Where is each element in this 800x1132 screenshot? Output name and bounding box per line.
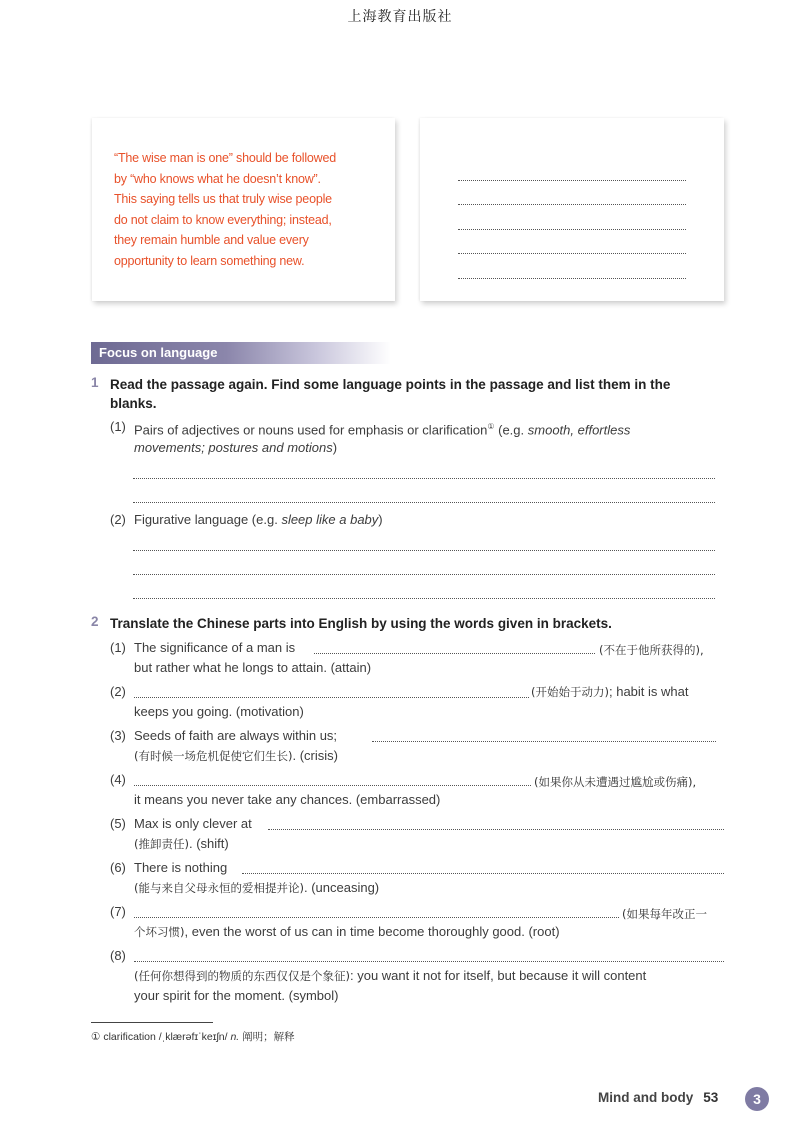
answer-blank[interactable] — [458, 205, 686, 230]
item-text — [134, 746, 338, 766]
answer-line[interactable] — [133, 550, 715, 551]
item-text: keeps you going. (motivation) — [134, 704, 304, 719]
answer-blank[interactable] — [134, 917, 619, 918]
item-text: it means you never take any chances. (embarrassed) — [134, 792, 441, 807]
example-line: by “who knows what he doesn’t know”. — [114, 171, 321, 186]
item-text — [134, 878, 379, 898]
item-text-part: . (crisis) — [292, 748, 338, 763]
item-text-part: . (unceasing) — [303, 880, 380, 895]
page-footer — [598, 1090, 718, 1105]
answer-blank[interactable] — [134, 961, 724, 962]
example-italic: sleep like a baby — [281, 512, 379, 527]
item-text — [531, 682, 688, 702]
publisher-header: 上海教育出版社 — [347, 9, 453, 25]
question-number: 1 — [91, 375, 99, 390]
footnote-mark: ① — [91, 1031, 101, 1043]
item-text: your spirit for the moment. (symbol) — [134, 988, 339, 1003]
footnote-pos: n. — [230, 1031, 240, 1043]
item-number: (5) — [110, 816, 126, 831]
answer-blank[interactable] — [458, 254, 686, 279]
chinese-prompt: (任何你想得到的物质的东西仅仅是个象征) — [134, 969, 350, 983]
footnote-divider — [91, 1022, 213, 1023]
question-number: 2 — [91, 614, 99, 629]
prompt-part: Pairs of adjectives or nouns used for emphasis or clarification — [134, 422, 488, 438]
item-number: (2) — [110, 684, 126, 699]
answer-blank[interactable] — [314, 653, 595, 654]
item-number: (4) — [110, 772, 126, 787]
item-text: Seeds of faith are always within us; — [134, 728, 338, 743]
answer-blank[interactable] — [458, 230, 686, 255]
item-text — [134, 834, 229, 854]
item-number: (3) — [110, 728, 126, 743]
item-text: but rather what he longs to attain. (attain) — [134, 660, 372, 675]
item-number: (8) — [110, 948, 126, 963]
prompt-text-cont — [134, 438, 337, 458]
answer-blank[interactable] — [134, 697, 529, 698]
item-text-part: : you want it not for itself, but because it will content — [349, 968, 647, 983]
prompt-part: ) — [332, 440, 338, 455]
example-line: “The wise man is one” should be followed — [114, 151, 336, 165]
footnote — [91, 1029, 295, 1044]
example-line: This saying tells us that truly wise people — [114, 192, 332, 206]
question-text — [110, 375, 730, 413]
section-header — [91, 342, 391, 364]
answer-line[interactable] — [133, 502, 715, 503]
answer-line[interactable] — [133, 598, 715, 599]
item-text: The significance of a man is — [134, 640, 296, 655]
item-number: (2) — [110, 512, 126, 527]
chinese-prompt: (能与来自父母永恒的爱相提并论) — [134, 881, 304, 895]
item-number: (1) — [110, 419, 126, 434]
answer-blank[interactable] — [458, 156, 686, 181]
chinese-prompt: 个坏习惯) — [134, 925, 185, 939]
item-number: (1) — [110, 640, 126, 655]
example-line: opportunity to learn something new. — [114, 253, 305, 268]
answer-blank[interactable] — [134, 785, 531, 786]
answer-line[interactable] — [133, 478, 715, 479]
item-number: (6) — [110, 860, 126, 875]
example-italic: movements; postures and motions — [134, 440, 333, 455]
chinese-prompt: (如果你从未遭遇过尴尬或伤痛), — [534, 775, 697, 789]
section-title: Focus on language — [99, 345, 218, 360]
unit-badge: 3 — [745, 1087, 769, 1111]
prompt-text — [134, 510, 383, 530]
answer-blank[interactable] — [458, 181, 686, 206]
answer-card — [420, 118, 724, 301]
example-line: they remain humble and value every — [114, 233, 309, 247]
example-card — [92, 118, 395, 301]
item-text-part: , even the worst of us can in time become thoroughly good. (root) — [184, 924, 560, 939]
answer-blank[interactable] — [242, 873, 724, 874]
question-text-line: Read the passage again. Find some language points in the passage and list them in the — [110, 377, 671, 392]
answer-blank[interactable] — [268, 829, 724, 830]
chinese-prompt: (不在于他所获得的), — [599, 643, 704, 657]
item-text — [134, 966, 734, 986]
page-number: 53 — [703, 1090, 719, 1105]
footer-label: Mind and body — [598, 1090, 694, 1105]
example-card-text — [114, 148, 386, 271]
answer-line[interactable] — [133, 574, 715, 575]
answer-blank[interactable] — [372, 741, 716, 742]
prompt-part: (e.g. — [494, 422, 528, 438]
item-text — [134, 922, 560, 942]
example-italic: smooth, effortless — [527, 422, 631, 438]
chinese-prompt: (如果每年改正一 — [622, 907, 707, 921]
footnote-marker: ① — [487, 422, 495, 431]
chinese-prompt: (推卸责任) — [134, 837, 189, 851]
prompt-part: Figurative language (e.g. — [134, 512, 282, 527]
item-text-part: ; habit is what — [608, 684, 689, 699]
footnote-definition: 阐明；解释 — [242, 1031, 295, 1043]
chinese-prompt: (开始始于动力) — [531, 685, 609, 699]
footnote-pronunciation: /ˌklærəfɪˈkeɪʃn/ — [155, 1031, 231, 1043]
item-text-part: . (shift) — [188, 836, 229, 851]
question-text-line: blanks. — [110, 396, 157, 411]
item-text: Max is only clever at — [134, 816, 252, 831]
prompt-text — [134, 417, 724, 440]
chinese-prompt: (有时候一场危机促使它们生长) — [134, 749, 293, 763]
footnote-word: clarification — [103, 1031, 156, 1043]
prompt-part: ) — [378, 512, 383, 527]
item-text: There is nothing — [134, 860, 228, 875]
example-line: do not claim to know everything; instead, — [114, 212, 332, 227]
question-text: Translate the Chinese parts into English by using the words given in brackets. — [110, 616, 612, 631]
item-number: (7) — [110, 904, 126, 919]
